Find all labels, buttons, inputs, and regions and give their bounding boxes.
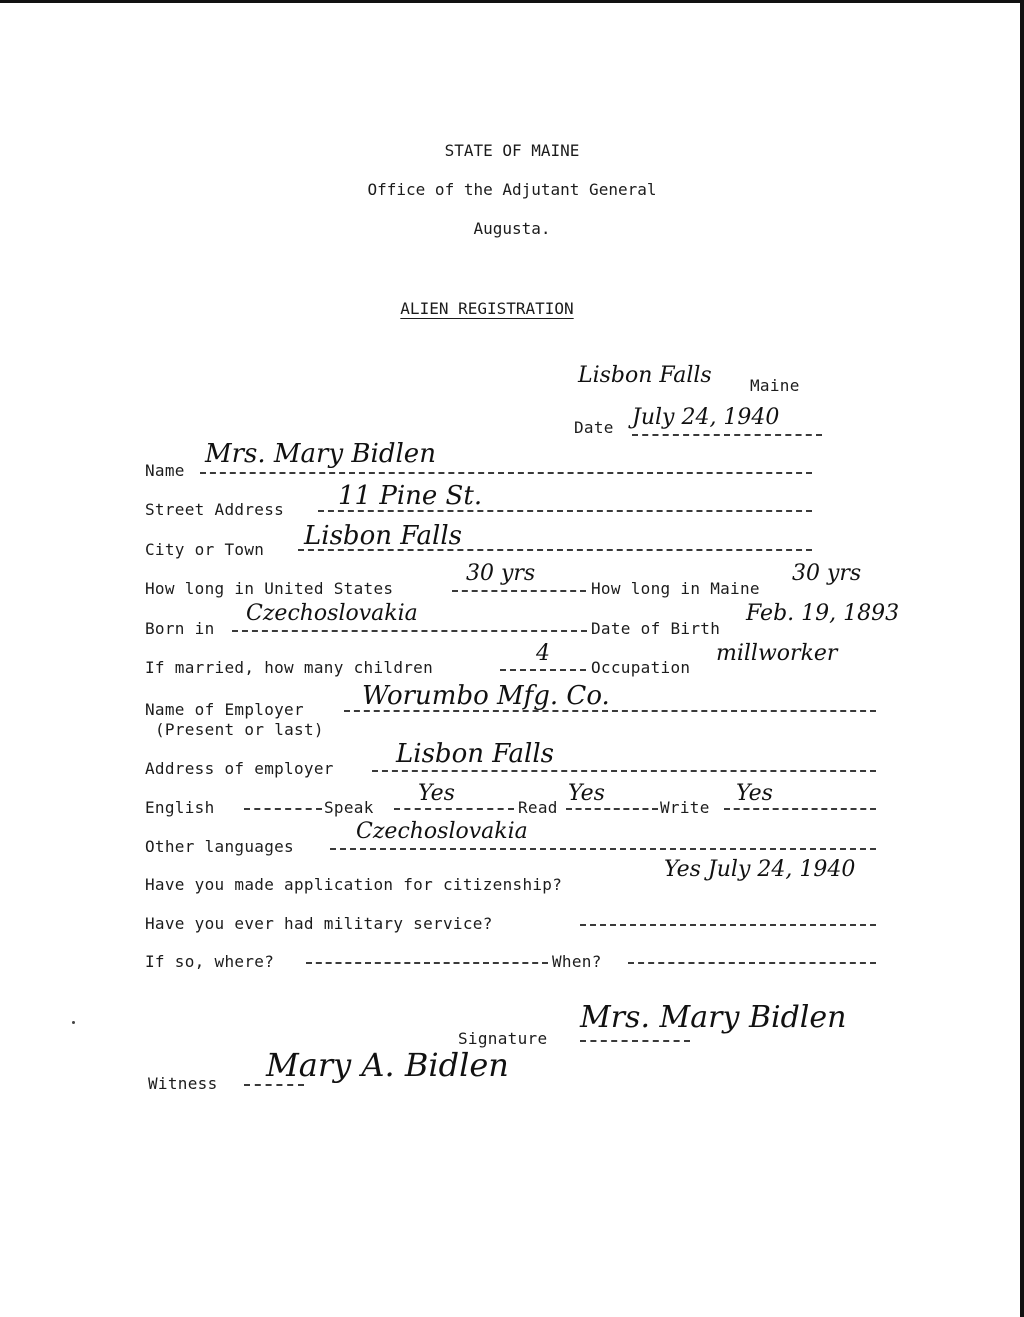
born-in-value: Czechoslovakia [246, 601, 418, 626]
born-in-line [232, 630, 587, 632]
name-value: Mrs. Mary Bidlen [205, 439, 436, 469]
children-value: 4 [536, 641, 550, 666]
born-in-label: Born in [145, 619, 215, 638]
children-label: If married, how many children [145, 658, 434, 677]
employer-line [344, 710, 876, 712]
date-label: Date [574, 418, 614, 437]
speak-line [394, 808, 514, 810]
how-long-us-label: How long in United States [145, 579, 394, 598]
other-languages-label: Other languages [145, 837, 294, 856]
date-line [632, 434, 822, 436]
employer-value: Worumbo Mfg. Co. [362, 681, 610, 711]
occupation-value: millworker [716, 641, 838, 666]
speak-value: Yes [418, 781, 455, 806]
employer-sublabel: (Present or last) [155, 720, 324, 739]
city-line [298, 549, 812, 551]
form-title [0, 300, 999, 318]
where-line [306, 962, 548, 964]
employer-address-label: Address of employer [145, 759, 334, 778]
other-languages-line [330, 848, 876, 850]
employer-address-line [372, 770, 876, 772]
witness-line [244, 1084, 304, 1086]
street-label: Street Address [145, 500, 285, 519]
military-line [580, 924, 876, 926]
place-value: Lisbon Falls [578, 363, 712, 388]
state-heading: STATE OF MAINE [444, 141, 580, 160]
read-value: Yes [568, 781, 605, 806]
where-label: If so, where? [145, 952, 275, 971]
how-long-maine-value: 30 yrs [792, 561, 862, 586]
street-value: 11 Pine St. [338, 481, 483, 511]
name-label: Name [145, 461, 185, 480]
how-long-maine-label: How long in Maine [591, 579, 760, 598]
witness-value: Mary A. Bidlen [266, 1046, 509, 1084]
read-label: Read [518, 798, 558, 817]
english-label: English [145, 798, 215, 817]
city-heading: Augusta. [473, 219, 551, 238]
name-line [200, 472, 812, 474]
dob-value: Feb. 19, 1893 [746, 601, 900, 626]
city-value: Lisbon Falls [304, 521, 462, 551]
citizenship-value: Yes July 24, 1940 [664, 857, 856, 882]
military-label: Have you ever had military service? [145, 914, 493, 933]
signature-line [580, 1040, 690, 1042]
citizenship-label: Have you made application for citizenship? [145, 875, 563, 894]
city-label: City or Town [145, 540, 265, 559]
scan-border-top [0, 0, 1024, 3]
when-label: When? [552, 952, 602, 971]
how-long-us-value: 30 yrs [466, 561, 536, 586]
scan-speck [72, 1021, 75, 1024]
children-line [500, 669, 586, 671]
dob-label: Date of Birth [591, 619, 721, 638]
write-value: Yes [736, 781, 773, 806]
employer-address-value: Lisbon Falls [396, 739, 554, 769]
english-line [244, 808, 322, 810]
speak-label: Speak [324, 798, 374, 817]
office-heading: Office of the Adjutant General [367, 180, 657, 199]
when-line [628, 962, 876, 964]
occupation-label: Occupation [591, 658, 691, 677]
witness-label: Witness [148, 1074, 218, 1093]
place-suffix: Maine [750, 376, 800, 395]
form-title-text: ALIEN REGISTRATION [400, 299, 574, 318]
employer-label: Name of Employer [145, 700, 304, 719]
street-line [318, 510, 812, 512]
write-label: Write [660, 798, 710, 817]
signature-label: Signature [458, 1029, 548, 1048]
how-long-us-line [452, 590, 586, 592]
write-line [724, 808, 876, 810]
signature-value: Mrs. Mary Bidlen [580, 1000, 847, 1035]
date-value: July 24, 1940 [632, 405, 780, 430]
other-languages-value: Czechoslovakia [356, 819, 528, 844]
read-line [566, 808, 658, 810]
